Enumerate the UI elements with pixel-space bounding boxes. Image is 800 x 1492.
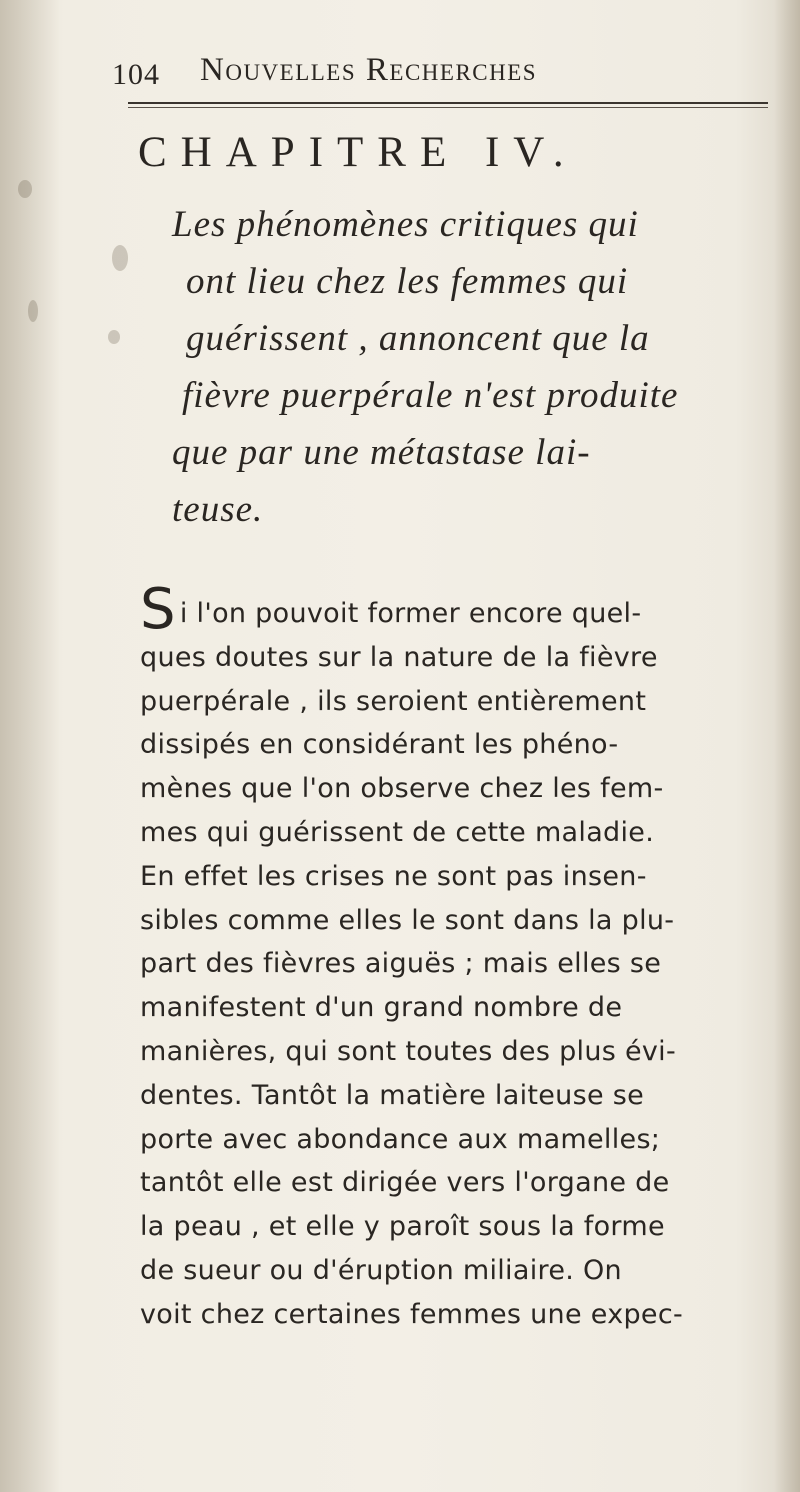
chapter-heading: CHAPITRE IV. <box>138 129 578 176</box>
body-line: la peau , et elle y paroît sous la forme <box>140 1211 665 1243</box>
body-line: manières, qui sont toutes des plus évi- <box>140 1035 677 1067</box>
body-line: tantôt elle est dirigée vers l'organe de <box>140 1167 670 1199</box>
summary-line: Les phénomènes critiques qui <box>172 204 639 245</box>
summary-line: guérissent , annoncent que la <box>186 318 650 359</box>
body-paragraph <box>140 577 770 1337</box>
body-line: voit chez certaines femmes une expec- <box>140 1298 684 1330</box>
body-line: puerpérale , ils seroient entièrement <box>140 685 647 717</box>
body-line: En effet les crises ne sont pas insen- <box>140 860 647 892</box>
body-line: part des fièvres aiguës ; mais elles se <box>140 948 662 980</box>
running-title: Nouvelles Recherches <box>200 52 538 88</box>
body-line: sibles comme elles le sont dans la plu- <box>140 904 675 936</box>
chapter-summary <box>172 196 772 538</box>
body-line: de sueur ou d'éruption miliaire. On <box>140 1254 622 1286</box>
body-line: mènes que l'on observe chez les fem- <box>140 773 664 805</box>
running-head <box>112 52 740 92</box>
summary-line: ont lieu chez les femmes qui <box>186 261 629 302</box>
summary-line: que par une métastase lai- <box>172 432 591 473</box>
ink-smudge <box>18 180 32 198</box>
body-line-text: i l'on pouvoit former encore quel- <box>179 598 642 629</box>
body-line: manifestent d'un grand nombre de <box>140 992 623 1024</box>
drop-initial: S <box>140 577 176 642</box>
ink-smudge <box>112 245 128 271</box>
ink-smudge <box>28 300 38 322</box>
body-line: mes qui guérissent de cette maladie. <box>140 816 655 848</box>
summary-line: teuse. <box>172 489 264 530</box>
page-edge-shadow <box>774 0 800 1492</box>
header-rule <box>128 102 768 104</box>
page-gutter-shadow <box>0 0 60 1492</box>
body-line: dentes. Tantôt la matière laiteuse se <box>140 1079 645 1111</box>
header-rule-thin <box>128 107 768 108</box>
body-line: ques doutes sur la nature de la fièvre <box>140 641 658 673</box>
body-line: porte avec abondance aux mamelles; <box>140 1123 661 1155</box>
ink-smudge <box>108 330 120 344</box>
body-line <box>140 577 770 642</box>
summary-line: fièvre puerpérale n'est produite <box>182 375 679 416</box>
page-number: 104 <box>112 58 160 91</box>
body-line: dissipés en considérant les phéno- <box>140 729 619 761</box>
